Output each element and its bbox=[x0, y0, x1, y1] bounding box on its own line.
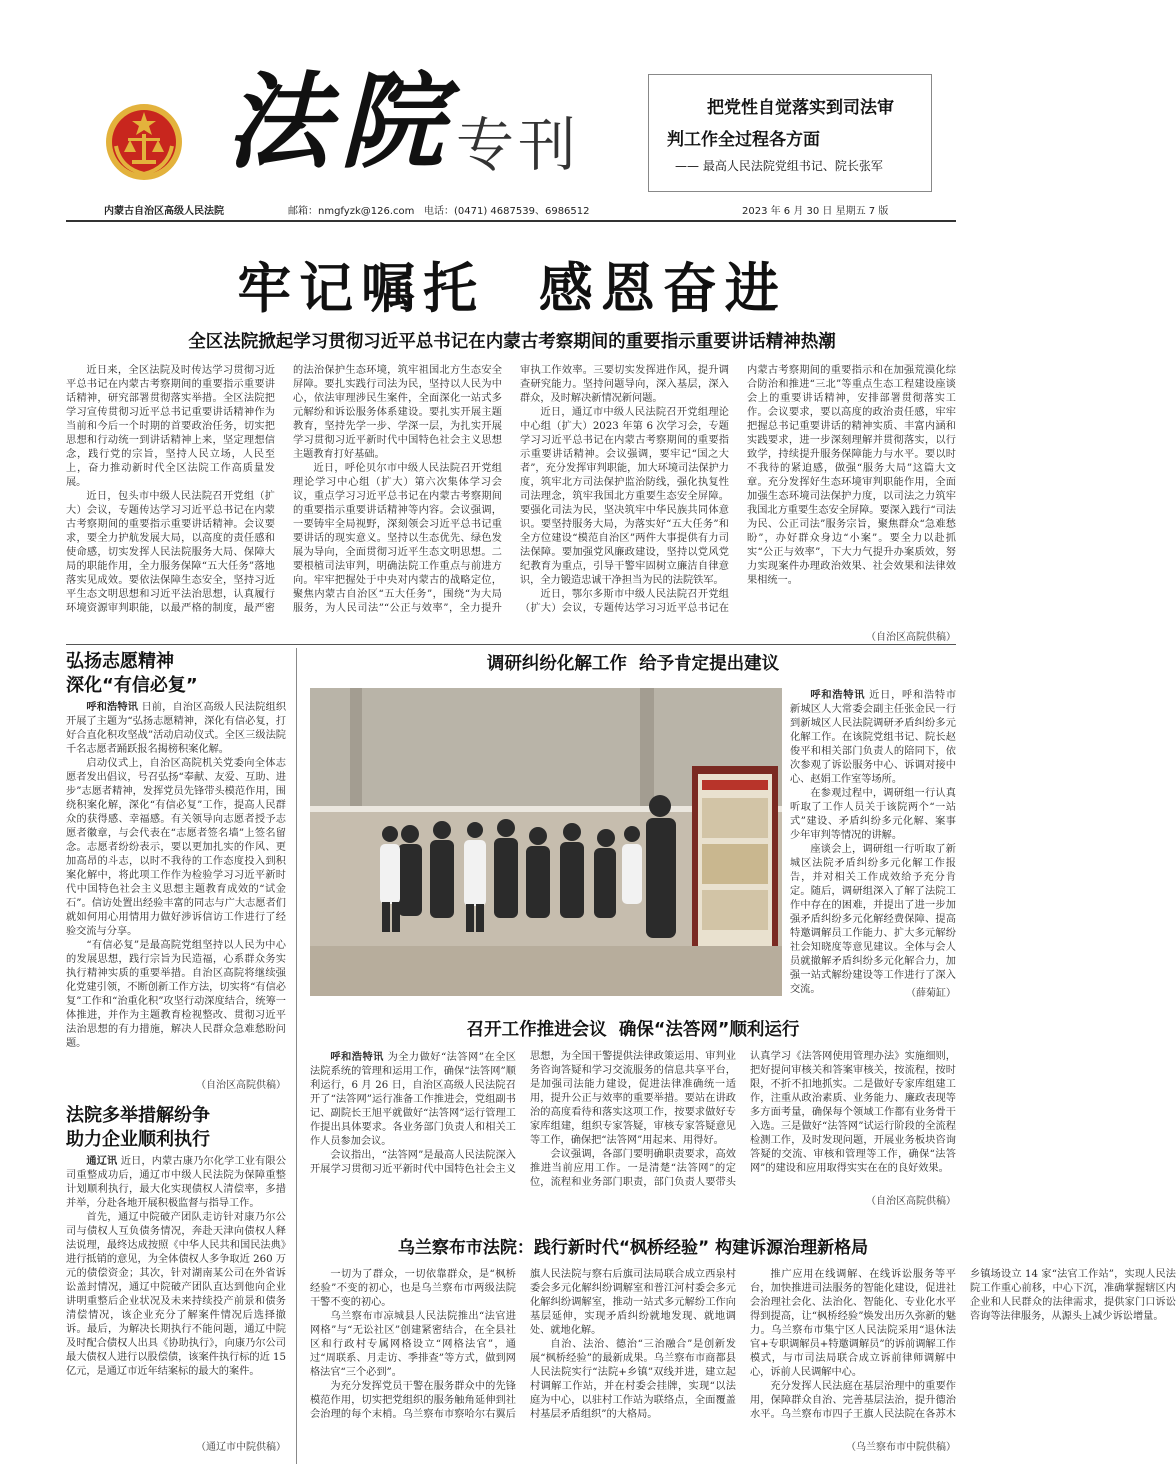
enterprise-body bbox=[66, 1154, 286, 1426]
research-paragraph: 在参观过程中，调研组一行认真听取了工作人员关于该院两个“一站式”建设、矛盾纠纷多元化解、案事少年审判等情况的讲解。 bbox=[790, 788, 956, 841]
research-photo bbox=[310, 688, 782, 996]
court-emblem bbox=[104, 102, 184, 182]
promo-line-1: 把党性自觉落实到司法审 bbox=[707, 98, 894, 118]
enterprise-paragraph: 首先，通辽中院破产团队走访针对康乃尔公司与债权人互负债务情况，奔赴天津向债权人释法说理，最终达成按照《中华人民共和国民法典》进行抵销的意见，为全体债权人多争取近 260 万元的债偿资金；其次，针对湖南某公司在外省诉讼盖封情况，通辽中院破产团队直达到他向企业讲明重整后企业状况及未来持续投产前景和债务清偿情况，该企业充分了解案件情况后选择撤诉。最后，为解决长期执行不能问题，通辽中院及时配合债权人出具《协助执行》，向康乃尔公司最大债权人进行以股偿债，该案件执行标的近 15 亿元，是通辽市近年结案标的最大的案件。 bbox=[66, 1212, 286, 1377]
wulanchabu-paragraph: 自治、法治、德治“三治融合”是创新发展“枫桥经验”的最新成果。乌兰察布市商都县人民法院实行“法院+乡镇”双线并进，建立起村调解工作站，并在村委会挂牌，实现“以法庭为中心，以驻村工作站为联络点，全面覆盖村基层矛盾组织”的大格局。 bbox=[530, 1339, 736, 1420]
fadawang-source: （自治区高院供稿） bbox=[866, 1196, 956, 1207]
wulanchabu-paragraph: 一切为了群众，一切依靠群众，是“枫桥经验”不变的初心，也是乌兰察布市两级法院干警不变的初心。 bbox=[310, 1269, 516, 1308]
enterprise-dateline: 通辽讯 bbox=[86, 1155, 118, 1167]
contact-email: 邮箱：nmgfyzk@126.com bbox=[288, 206, 415, 217]
lead-paragraph: 近日来，全区法院及时传达学习贯彻习近平总书记在内蒙古考察期间的重要指示重要讲话精神，研究部署贯彻落实举措。全区法院把学习宣传贯彻习近平总书记重要讲话精神作为当前和今后一个时期的首要政治任务，切实把思想和行动统一到讲话精神上来，坚定理想信念，践行党的宗旨，坚持人民立场，人民至上，奋力推动新时代全区法院工作高质量发展。 bbox=[66, 365, 275, 488]
enterprise-headline-2: 助力企业顺利执行 bbox=[66, 1129, 210, 1150]
masthead-subtitle: 专刊 bbox=[456, 111, 581, 179]
left-column-divider bbox=[296, 648, 297, 1464]
volunteer-paragraph: 呼和浩特讯 日前，自治区高级人民法院组织开展了主题为“弘扬志愿精神，深化有信必复，打好合直化积攻坚战”活动启动仪式。全区三级法院千名志愿者踊跃报名揭榜积案化解。 bbox=[66, 701, 287, 755]
fadawang-body bbox=[310, 1050, 956, 1190]
masthead-divider bbox=[66, 220, 956, 222]
promo-box[interactable] bbox=[648, 74, 932, 192]
research-body bbox=[790, 688, 956, 994]
volunteer-body bbox=[66, 700, 286, 1064]
wulanchabu-body bbox=[310, 1268, 1176, 1430]
issue-date: 2023 年 6 月 30 日 星期五 7 版 bbox=[742, 206, 889, 217]
promo-line-3: —— 最高人民法院党组书记、院长张军 bbox=[675, 159, 883, 173]
volunteer-headline-2: 深化“有信必复” bbox=[66, 675, 198, 696]
lead-body bbox=[66, 364, 956, 626]
fadawang-headline: 召开工作推进会议 确保“法答网”顺利运行 bbox=[466, 1020, 800, 1040]
fadawang-dateline: 呼和浩特讯 bbox=[330, 1051, 384, 1063]
fadawang-paragraph: 会议强调，各部门要明确职责要求，高效推进当前应用工作。一是清楚“法答网”的定位，流程和业务部门职责，部门负责人要带头认真学习《法答网使用管理办法》实施细则，把好提问审核关和答案审核关，按流程，按时限，不折不扣地抓实。二是做好专家库组建工作，注重从政治素质、业务能力、廉政表现等多方面考量，确保每个领域工作都有业务骨干入选。三是做好“法答网”试运行阶段的全流程检测工作，及时发现问题，开展业务板块咨询答疑的交流、审核和管理等工作，确保“法答网”的建设和应用取得实实在在的良好效果。 bbox=[530, 1051, 956, 1188]
masthead-title: 法院 bbox=[226, 60, 455, 183]
research-photo-illustration bbox=[310, 688, 782, 996]
court-emblem-icon bbox=[104, 102, 184, 182]
fadawang-paragraph: 呼和浩特讯 为全力做好“法答网”在全区法院系统的管理和运用工作，确保“法答网”顺利运行，6 月 26 日，自治区高级人民法院召开了“法答网”运行准备工作推进会，党组副书记、副院长王旭平就做好“法答网”运行管理工作提出具体要求。各业务部门负责人和相关工作人员参加会议。 bbox=[310, 1051, 516, 1147]
volunteer-paragraph: “有信必复”是最高院党组坚持以人民为中心的发展思想，践行宗旨为民造福，心系群众务实执行精神实质的重要举措。自治区高院将继续强化党建引领，不断创新工作方法，切实将“有信必复”工作和“治重化积”攻坚行动深度结合，统筹一体推进，并作为主题教育检视整改、贯彻习近平法治思想的有力措施，解决人民群众急难愁盼问题。 bbox=[66, 940, 286, 1049]
research-source: （薛菊缸） bbox=[856, 984, 956, 999]
volunteer-source: （自治区高院供稿） bbox=[196, 1080, 286, 1091]
promo-line-2: 判工作全过程各方面 bbox=[667, 130, 820, 150]
research-headline: 调研纠纷化解工作 给予肯定提出建议 bbox=[486, 654, 780, 674]
lead-paragraph: 近日，鄂尔多斯市中级人民法院召开党组（扩大）会议，专题传达学习习近平总书记在内蒙古考察期间的重要指示和在加强荒漠化综合防治和推进“三北”等重点生态工程建设座谈会上的重要讲话精神，安排部署贯彻落实工作。会议要求，要以高度的政治责任感，牢牢把握总书记重要讲话的精神实质、丰富内涵和实践要求，进一步深刻理解并贯彻落实，以行致学，持续提升服务保障能力与水平。要以时不我待的紧迫感，做强“服务大局”这篇大文章。充分发挥好生态环境审判职能作用，全面加强生态环境司法保护力度，以司法之力筑牢我国北方重要生态安全屏障。要深入践行“司法为民、公正司法”服务宗旨，聚焦群众“急难愁盼”，办好群众身边“小案”。要全力以赴抓实“公正与效率”，下大力气提升办案质效，努力实现案件办理政治效果、社会效果和法律效果相统一。 bbox=[520, 365, 956, 614]
research-paragraph: 座谈会上，调研组一行听取了新城区法院矛盾纠纷多元化解工作报告，并对相关工作成效给予充分肯定。随后，调研组深入了解了法院工作中存在的困难，并提出了进一步加强矛盾纠纷多元化解经费保障、提高特邀调解员工作能力、扩大多元解纷社会知晓度等意见建议。全体与会人员就撤解矛盾纠纷多元化解合力，加强一站式解纷建设等工作进行了深入交流。 bbox=[790, 844, 956, 995]
lead-paragraph: 近日，呼伦贝尔市中级人民法院召开党组理论学习中心组（扩大）第六次集体学习会议，重点学习习近平总书记在内蒙古考察期间的重要指示重要讲话精神等内容。会议强调，一要铸牢全局视野，深刻领会习近平总书记重要讲话的现实意义。坚持以生态优先、绿色发展为导向，全面贯彻习近平生态文明思想。二要根植司法审判，明确法院工作重点与前进方向。牢牢把握处于中央对内蒙古的战略定位，聚焦内蒙古自治区“五大任务”，围绕“为大局服务，为人民司法”“公正与效率”，全力提升审执工作效率。三要切实发挥进作风，提升调查研究能力。坚持问题导向，深入基层，深入群众，及时解决新情况新问题。 bbox=[293, 365, 729, 614]
wulanchabu-paragraph: 乌兰察布市凉城县人民法院推出“法官进网格”与“无讼社区”创建紧密结合，在全县社区和行政村专属网格设立“网格法官”，通过“周联系、月走访、季排查”等方式，做到网格法官“三个必到”。 bbox=[310, 1311, 516, 1378]
enterprise-paragraph: 通辽讯 近日，内蒙古康乃尔化学工业有限公司重整成功后，通辽市中级人民法院为保障重整计划顺利执行，最大化实现债权人清偿率，多措并举，分赴各地开展积极监督与指导工作。 bbox=[66, 1155, 287, 1209]
section-divider bbox=[66, 644, 956, 645]
enterprise-headline-1: 法院多举措解纷争 bbox=[66, 1105, 210, 1126]
enterprise-source: （通辽市中院供稿） bbox=[196, 1442, 286, 1453]
lead-subheadline: 全区法院掀起学习贯彻习近平总书记在内蒙古考察期间的重要指示重要讲话精神热潮 bbox=[188, 332, 836, 352]
fadawang-paragraph: 会议指出，“法答网”是最高人民法院深入开展学习贯彻习近平新时代中国特色社会主义思想，为全国干警提供法律政策运用、审判业务咨询答疑和学习交流服务的信息共享平台，是加强司法能力建设，促进法律准确统一适用，提升公正与效率的重要举措。要站在讲政治的高度看待和落实这项工作，按要求做好专家库组建，组织专家答疑，审核专家答疑意见等工作，确保把“法答网”用起来、用得好。 bbox=[310, 1051, 736, 1175]
research-paragraph: 呼和浩特讯 近日，呼和浩特市新城区人大常委会副主任张金民一行到新城区人民法院调研矛盾纠纷多元化解工作。在该院党组书记、院长赵俊平和相关部门负责人的陪同下，依次参观了诉讼服务中心、诉调对接中心、赵娟工作室等场所。 bbox=[790, 689, 957, 785]
wulanchabu-source: （乌兰察布市中院供稿） bbox=[846, 1442, 956, 1453]
wulanchabu-paragraph: 为充分发挥党员干警在服务群众中的先锋模范作用，切实把党组织的服务触角延伸到社会治理的每个末梢。乌兰察布市察哈尔右翼后旗人民法院与察右后旗司法局联合成立西泉村委会多元化解纠纷调解室和普江河村委会多元化解纠纷调解室，推动一站式多元解纷工作向基层延伸，实现矛盾纠纷就地发现、就地调处、就地化解。 bbox=[310, 1269, 736, 1420]
lead-paragraph: 近日，包头市中级人民法院召开党组（扩大）会议，专题传达学习习近平总书记在内蒙古考察期间的重要指示重要讲话精神。会议要求，要全力护航发展大局，以高度的责任感和使命感，切实发挥人民法院服务大局、保障大局的职能作用，全力服务保障“五大任务”落地落实见成效。要依法保障生态安全，坚持习近平生态文明思想和习近平法治思想，认真履行环境资源审判职能，以最严格的制度，最严密的法治保护生态环境，筑牢祖国北方生态安全屏障。要扎实践行司法为民，坚持以人民为中心，依法审理涉民生案件，全面深化一站式多元解纷和诉讼服务体系建设。要扎实开展主题教育，坚持先学一步、学深一层，为扎实开展学习贯彻习近平新时代中国特色社会主义思想主题教育打好基础。 bbox=[66, 365, 502, 614]
wulanchabu-paragraph: 推广应用在线调解、在线诉讼服务等平台，加快推进司法服务的智能化建设，促进社会治理社会化、法治化、智能化、专业化水平得到提高，让“枫桥经验”焕发出历久弥新的魅力。乌兰察布市集宁区人民法院采用“退休法官+专职调解员+特邀调解员”的诉前调解工作模式，与市司法局联合成立诉前律师调解中心，诉前人民调解中心。 bbox=[750, 1269, 956, 1378]
wulanchabu-paragraph: 充分发挥人民法庭在基层治理中的重要作用，保障群众自治、完善基层法治，提升德治水平。乌兰察布市四子王旗人民法院在各苏木乡镇场设立 14 家“法官工作站”，实现人民法院工作重心前移，中心下沉，准确掌握辖区内企业和人民群众的法律需求，提供家门口诉讼咨询等法律服务，从源头上减少诉讼增量。 bbox=[750, 1269, 1176, 1420]
contact-phone: 电话：(0471) 4687539、6986512 bbox=[424, 206, 590, 217]
research-dateline: 呼和浩特讯 bbox=[810, 689, 866, 701]
publisher: 内蒙古自治区高级人民法院 bbox=[104, 206, 224, 217]
wulanchabu-headline: 乌兰察布市法院：践行新时代“枫桥经验” 构建诉源治理新格局 bbox=[397, 1238, 869, 1258]
lead-paragraph: 近日，通辽市中级人民法院召开党组理论中心组（扩大）2023 年第 6 次学习会，专题学习习近平总书记在内蒙古考察期间的重要指示重要讲话精神。会议强调，要牢记“国之大者”，充分发挥审判职能，加大环境司法保护力度，筑牢北方司法保护监治防线，强化执复性司法理念，筑牢我国北方重要生态安全屏障。要强化司法为民，坚决筑牢中华民族共同体意识。要坚持服务大局，为落实好“五大任务”和全方位建设“模范自治区”两件大事提供有力司法保障。要加强党风廉政建设，坚持以党风党纪教育为重点，引导干警牢固树立廉洁自律意识，全力锻造忠诚干净担当为民的法院铁军。 bbox=[520, 407, 729, 586]
lead-headline: 牢记嘱托 感恩奋进 bbox=[237, 257, 787, 320]
volunteer-headline-1: 弘扬志愿精神 bbox=[66, 651, 174, 672]
lead-source: （自治区高院供稿） bbox=[866, 632, 956, 643]
volunteer-paragraph: 启动仪式上，自治区高院机关党委向全体志愿者发出倡议，号召弘扬“奉献、友爱、互助、进步”志愿者精神，发挥党员先锋带头模范作用，围绕积案化解，深化“有信必复”工作，提高人民群众的获得感、幸福感。有关领导向志愿者授予志愿者徽章，与会代表在“志愿者签名墙”上签名留念。志愿者纷纷表示，要以更加扎实的作风、更加高昂的斗志，以时不我待的工作态度投入到积案化解中，将此项工作作为检验学习习近平新时代中国特色社会主义思想主题教育成效的“试金石”。信访处置出经验丰富的同志与广大志愿者们就如何用心用情用力做好涉诉信访工作进行了经验交流与分享。 bbox=[66, 758, 286, 937]
volunteer-dateline: 呼和浩特讯 bbox=[86, 701, 139, 713]
